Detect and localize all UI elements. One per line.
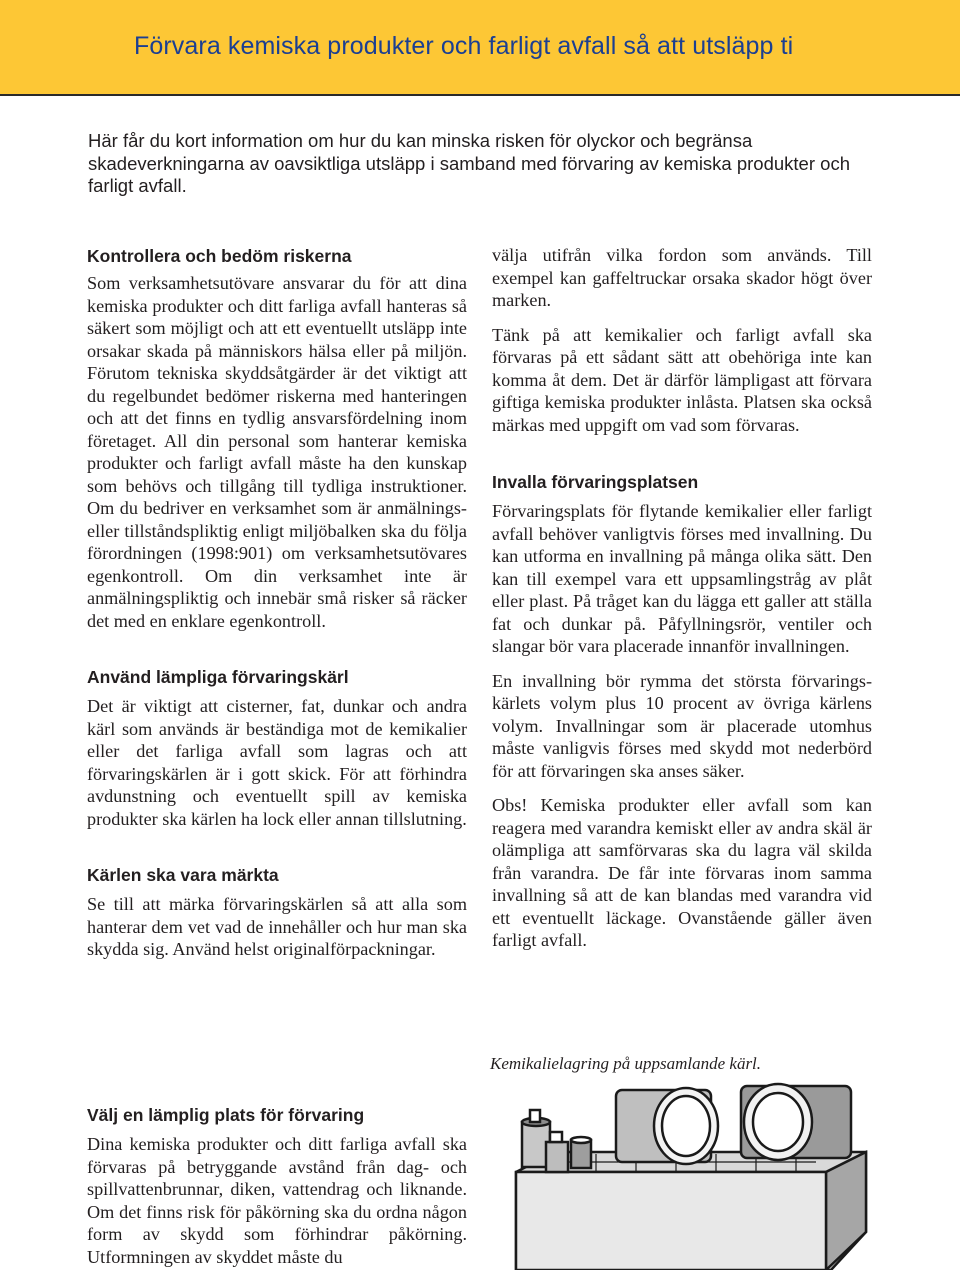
section-body: Dina kemiska produkter och ditt farliga avfall ska förvaras på betryggande avstånd från dag- och spillvattenbrunnar, diken, vattendrag och liknande. Om det finns risk för påkörning ska du ordna någon form av skydd som förhindrar påkörning. Utformningen av skyddet måste du — [87, 1134, 467, 1267]
section-heading: Använd lämpliga förvaringskärl — [87, 667, 349, 687]
section-heading: Invalla förvaringsplatsen — [492, 472, 699, 492]
section-heading: Kärlen ska vara märkta — [87, 865, 279, 885]
chemical-storage-illustration — [496, 1082, 876, 1270]
section-kontrollera — [87, 244, 467, 632]
section-valj — [87, 1103, 467, 1268]
paragraph: Obs! Kemiska produkter eller avfall som kan reagera med varandra kemiskt eller av andra skäl är olämpliga att samförvaras ska du lagra väl skilda från varandra. De får inte förvaras inom samma invallning så att de kan blandas med varandra vid ett eventuellt läckage. Ovanstående gäller även farligt avfall. — [492, 795, 872, 950]
section-heading: Kontrollera och bedöm riskerna — [87, 246, 352, 266]
paragraph: välja utifrån vilka fordon som används. Till exempel kan gaffeltruckar orsaka skador högt över marken. — [492, 245, 872, 310]
section-body: Se till att märka förvaringskärlen så att alla som hanterar dem vet vad de innehåller och hur man ska skydda sig. Använd helst originalförpackningar. — [87, 894, 467, 959]
section-anvand — [87, 665, 467, 830]
figure-caption: Kemikalielagring på uppsamlande kärl. — [490, 1054, 762, 1073]
paragraph: En invallning bör rymma det största förvaringskärlets volym plus 10 procent av övriga kärlens volym. Invallningar som är placerade utomhus måste vanligvis förses med skydd mot nederbörd för att förvaringen ska anses säker. — [492, 670, 872, 781]
section-body: Som verksamhetsutövare ansvarar du för att dina kemiska produkter och ditt farliga avfall hanteras så säkert som möjligt och att ett eventuellt utsläpp inte orsakar skada på människors hälsa eller på miljön. Förutom tekniska skyddsåtgärder är det viktigt att du regelbundet bedömer riskerna med hanteringen och att det finns en tydlig ansvarsfördelning inom företaget. All din personal som hanterar kemiska produkter och farligt avfall måste ha den kunskap som behövs och tillgång till tydliga instruktioner. Om du bedriver en verksamhet som är anmälnings- eller tillståndspliktig enligt miljöbalken ska du följa förordningen (1998:901) om verksamhetsutövares egenkontroll. Om din verksamhet inte är anmälningspliktig och innebär små risker så räcker det med en enklare egenkontroll. — [87, 273, 467, 631]
right-column — [492, 244, 872, 952]
page-title: Förvara kemiska produkter och farligt avfall så att utsläpp ti — [134, 32, 794, 60]
section-karlen — [87, 863, 467, 961]
paragraph: Förvaringsplats för flytande kemikalier eller farligt avfall behöver vanligtvis förses med invallning. Du kan utforma en invallning på många olika sätt. Den kan till exempel vara ett uppsamlingstråg av plåt eller plast. På tråget kan du lägga ett galler att ställa fat och dunkar på. Påfyllningsrör, ventiler och slangar bör vara placerade innanför invallningen. — [492, 501, 872, 656]
intro-text: Här får du kort information om hur du kan minska risken för olyckor och begränsa skadeverkningarna av oavsiktliga utsläpp i samband med förvaring av kemiska produkter och farligt avfall. — [88, 130, 850, 196]
paragraph: Tänk på att kemikalier och farligt avfall ska förvaras på ett sådant sätt att obehöriga inte kan komma åt dem. Det är därför lämpligast att förvara giftiga kemiska produkter inlåsta. Platsen ska också märkas med uppgift om vad som förvaras. — [492, 324, 872, 435]
left-column — [87, 244, 467, 994]
header-band — [0, 0, 960, 96]
section-body: Det är viktigt att cisterner, fat, dunkar och andra kärl som används är beständiga mot de kemikalier eller det farliga avfall som lagras och att förvaringskärlen är i gott skick. För att förhindra avdunstning och eventuellt spill av kemiska produkter ska kärlen ha lock eller annan tillslutning. — [87, 696, 467, 829]
section-heading: Välj en lämplig plats för förvaring — [87, 1105, 365, 1125]
